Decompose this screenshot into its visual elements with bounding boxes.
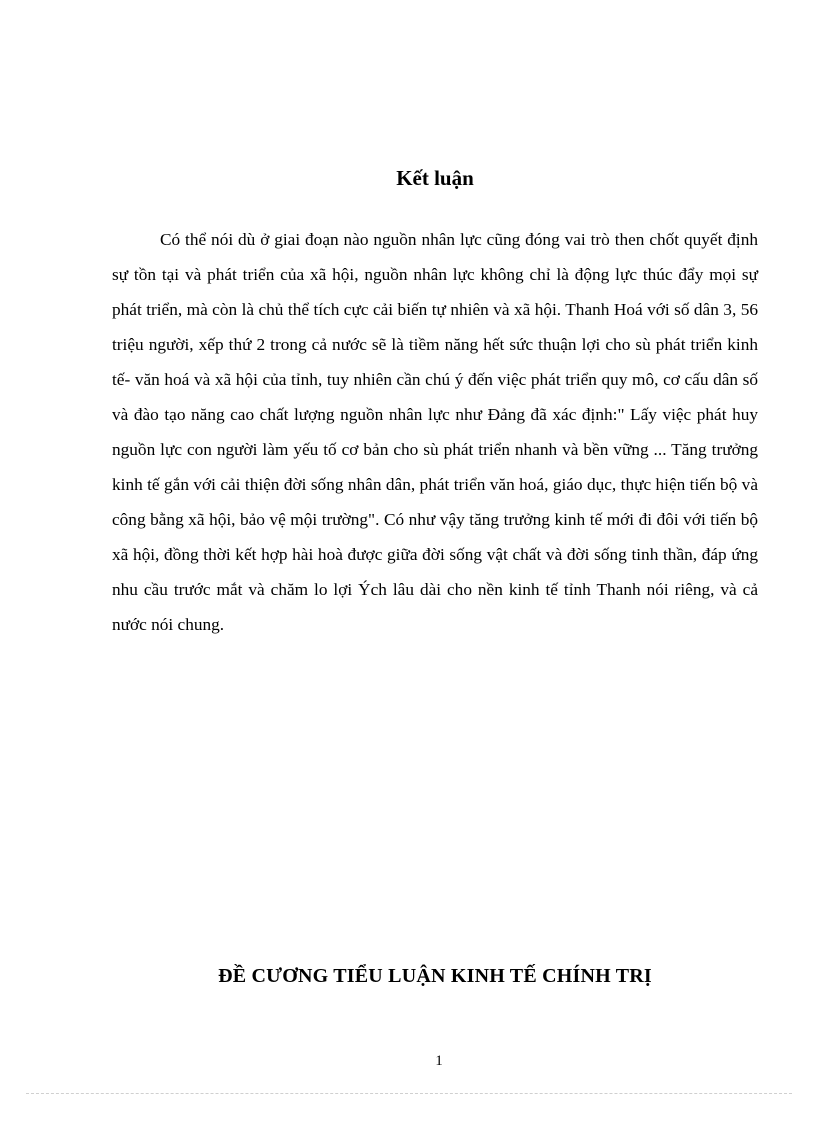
page-bottom-divider [26, 1093, 792, 1094]
section-title: Kết luận [396, 166, 474, 190]
outline-heading: ĐỀ CƯƠNG TIỂU LUẬN KINH TẾ CHÍNH TRỊ [218, 965, 652, 987]
page-number: 1 [435, 1053, 443, 1069]
conclusion-paragraph: Có thể nói dù ở giai đoạn nào nguồn nhân lực cũng đóng vai trò then chốt quyết định sự tồn tại và phát triển của xã hội, nguồn nhân lực không chỉ là động lực thúc đẩy mọi sự phát triển, mà còn là chủ thể tích cực cải biến tự nhiên và xã hội. Thanh Hoá với số dân 3, 56 triệu người, xếp thứ 2 trong cả nước sẽ là tiềm năng hết sức thuận lợi cho sù phát triển kinh tế- văn hoá và xã hội của tỉnh, tuy nhiên cần chú ý đến việc phát triển quy mô, cơ cấu dân số và đào tạo năng cao chất lượng nguồn nhân lực như Đảng đã xác định:" Lấy việc phát huy nguồn lực con người làm yếu tố cơ bản cho sù phát triển nhanh và bền vững ... Tăng trưởng kinh tế gắn với cải thiện đời sống nhân dân, phát triển văn hoá, giáo dục, thực hiện tiến bộ và công bằng xã hội, bảo vệ mội trường". Có như vậy tăng trưởng kinh tế mới đi đôi với tiến bộ xã hội, đồng thời kết hợp hài hoà được giữa đời sống vật chất và đời sống tinh thần, đáp ứng nhu cầu trước mắt và chăm lo lợi Ých lâu dài cho nền kinh tế tỉnh Thanh nói riêng, và cả nước nói chung. [112, 230, 758, 634]
